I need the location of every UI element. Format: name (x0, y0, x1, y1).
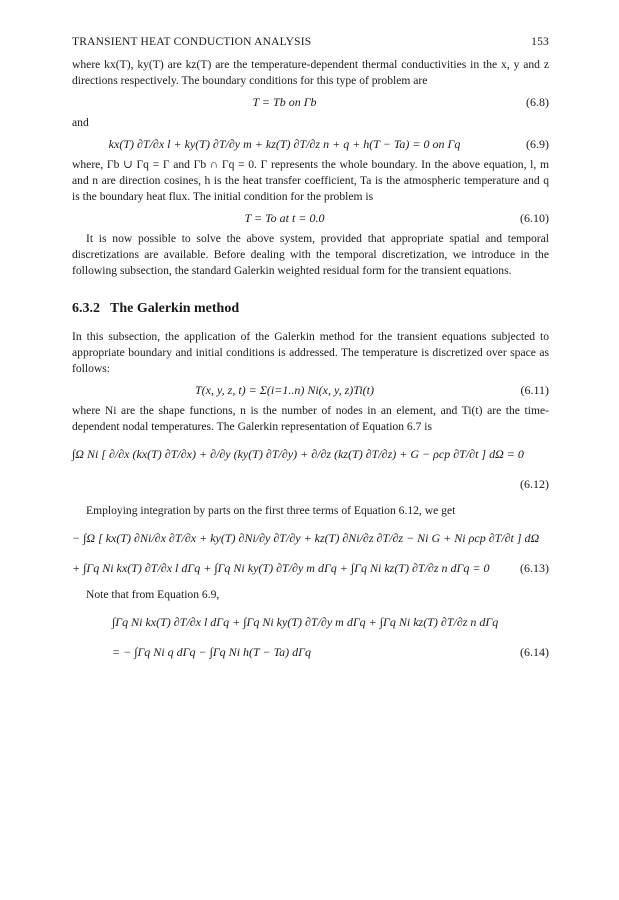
equation-6-14 (72, 607, 549, 667)
page-number: 153 (531, 36, 549, 48)
equation-6-10 (72, 210, 549, 226)
paragraph: It is now possible to solve the above system, provided that appropriate spatial and temporal discretizations are available. Before dealing with the temporal discretization, we introduce in the following subsection, the standard Galerkin weighted residual form for the transient equations. (72, 232, 549, 277)
paragraph: Note that from Equation 6.9, (86, 588, 220, 601)
paragraph: and (72, 116, 89, 129)
equation-6-9 (72, 136, 549, 152)
section-number: 6.3.2 (72, 301, 100, 316)
section-title: The Galerkin method (110, 301, 240, 316)
equation-6-11 (72, 382, 549, 398)
equation-number: (6.8) (526, 95, 549, 109)
paragraph: where, Γb ∪ Γq = Γ and Γb ∩ Γq = 0. Γ represents the whole boundary. In the above equation, l, m and n are direction cosines, h is the heat transfer coefficient, Ta is the atmospheric temperature and q is the boundary heat flux. The initial condition for the problem is (72, 158, 549, 203)
equation-6-13 (72, 523, 549, 583)
paragraph: where kx(T), ky(T) are kz(T) are the temperature-dependent thermal conductivities in the x, y and z directions respectively. The boundary conditions for this type of problem are (72, 58, 549, 87)
equation-body: T = Tb on Γb (252, 95, 317, 109)
page (72, 36, 549, 671)
equation-number: (6.9) (526, 137, 549, 151)
equation-body: T(x, y, z, t) = Σ(i=1..n) Ni(x, y, z)Ti(t) (195, 383, 374, 397)
running-header (72, 36, 549, 48)
equation-number: (6.13) (520, 561, 549, 575)
equation-number: (6.14) (520, 645, 549, 659)
equation-body: + ∫Γq Ni kx(T) ∂T/∂x l dΓq + ∫Γq Ni ky(T) ∂T/∂y m dΓq + ∫Γq Ni kz(T) ∂T/∂z n dΓq = 0 (72, 561, 490, 575)
equation-body: T = To at t = 0.0 (244, 211, 325, 225)
equation-number: (6.11) (520, 383, 549, 397)
equation-body: − ∫Ω [ kx(T) ∂Ni/∂x ∂T/∂x + ky(T) ∂Ni/∂y ∂T/∂y + kz(T) ∂Ni/∂z ∂T/∂z − Ni G + Ni ρcp ∂T/∂t ] dΩ (72, 531, 540, 545)
header-title: TRANSIENT HEAT CONDUCTION ANALYSIS (72, 36, 312, 48)
paragraph: In this subsection, the application of the Galerkin method for the transient equations subjected to appropriate boundary and initial conditions is addressed. The temperature is discretized over space as follows: (72, 330, 549, 375)
section-heading (72, 301, 549, 317)
equation-body: ∫Γq Ni kx(T) ∂T/∂x l dΓq + ∫Γq Ni ky(T) ∂T/∂y m dΓq + ∫Γq Ni kz(T) ∂T/∂z n dΓq (112, 615, 499, 629)
equation-body: kx(T) ∂T/∂x l + ky(T) ∂T/∂y m + kz(T) ∂T/∂z n + q + h(T − Ta) = 0 on Γq (108, 137, 461, 151)
equation-body: = − ∫Γq Ni q dΓq − ∫Γq Ni h(T − Ta) dΓq (112, 645, 311, 659)
equation-6-8 (72, 94, 549, 110)
equation-number: (6.10) (520, 211, 549, 225)
equation-number: (6.12) (520, 477, 549, 491)
equation-body: ∫Ω Ni [ ∂/∂x (kx(T) ∂T/∂x) + ∂/∂y (ky(T) ∂T/∂y) + ∂/∂z (kz(T) ∂T/∂z) + G − ρcp ∂T/∂t ] dΩ = 0 (72, 447, 524, 461)
paragraph: where Ni are the shape functions, n is the number of nodes in an element, and Ti(t) are the time-dependent nodal temperatures. The Galerkin representation of Equation 6.7 is (72, 404, 549, 433)
equation-6-12 (72, 439, 549, 499)
paragraph: Employing integration by parts on the first three terms of Equation 6.12, we get (86, 504, 456, 517)
